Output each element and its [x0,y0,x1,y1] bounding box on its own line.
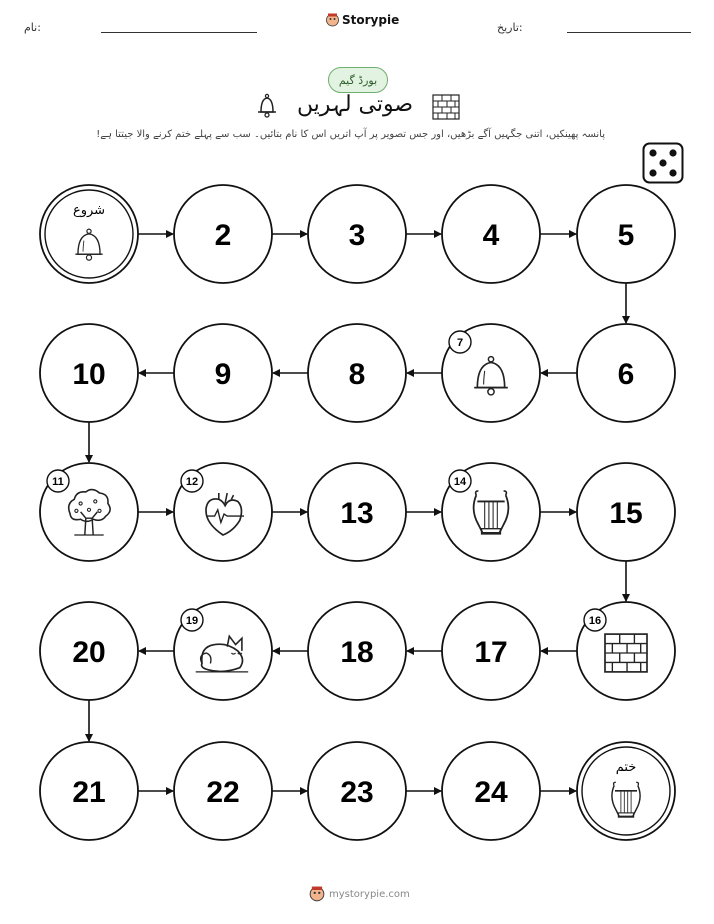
space-number: 7 [456,337,464,349]
space-number: 12 [185,476,199,488]
board-space-21[interactable] [40,742,138,840]
board-space-17[interactable] [442,602,540,700]
space-number: 14 [453,476,467,488]
board-cells [40,185,675,840]
space-number: 23 [340,776,374,809]
storypie-mascot-icon [309,886,325,902]
board-space-20[interactable] [40,602,138,700]
finish-space[interactable] [577,742,675,840]
board-space-6[interactable] [577,324,675,422]
space-number: 8 [348,358,366,391]
date-label: تاریخ: [497,21,523,34]
space-number: 17 [474,636,508,669]
space-number: 24 [474,776,508,809]
board-space-12[interactable] [174,463,272,561]
space-number: 19 [185,615,199,627]
board-space-15[interactable] [577,463,675,561]
page-title: صوتی لہریں [296,92,414,117]
board-space-24[interactable] [442,742,540,840]
space-number: 13 [340,497,374,530]
name-label: نام: [24,21,41,34]
brand-name: Storypie [342,13,400,27]
instructions: پانسہ پھینکیں، اتنی جگہیں آگے بڑھیں، اور جس تصویر پر آپ اتریں اس کا نام بتائیں۔ سب سے پہلے ختم کرنے والا جیتتا ہے! [96,129,605,140]
space-number: 18 [340,636,374,669]
board-space-23[interactable] [308,742,406,840]
board-space-11[interactable] [40,463,138,561]
space-number: 2 [214,219,232,252]
space-number: 22 [206,776,240,809]
board-space-9[interactable] [174,324,272,422]
finish-label: ختم [615,760,637,775]
board-space-19[interactable] [174,602,272,700]
category-badge: بورڈ گیم [328,67,388,93]
space-number: 6 [617,358,635,391]
board-space-7[interactable] [442,324,540,422]
footer-url[interactable]: mystorypie.com [329,888,410,900]
board-space-22[interactable] [174,742,272,840]
space-number: 16 [588,615,602,627]
board-space-13[interactable] [308,463,406,561]
space-number: 9 [214,358,232,391]
space-number: 5 [617,219,635,252]
board-space-18[interactable] [308,602,406,700]
footer [309,886,410,902]
board-space-14[interactable] [442,463,540,561]
space-number: 10 [72,358,106,391]
board-space-8[interactable] [308,324,406,422]
space-number: 21 [72,776,106,809]
space-number: 4 [482,219,500,252]
space-number: 11 [52,476,64,488]
board-space-2[interactable] [174,185,272,283]
board-space-3[interactable] [308,185,406,283]
space-number: 20 [72,636,106,669]
start-label: شروع [72,203,106,218]
space-number: 3 [348,219,366,252]
board-space-4[interactable] [442,185,540,283]
board-space-16[interactable] [577,602,675,700]
board-space-5[interactable] [577,185,675,283]
board-space-10[interactable] [40,324,138,422]
start-space[interactable] [40,185,138,283]
space-number: 15 [609,497,643,530]
